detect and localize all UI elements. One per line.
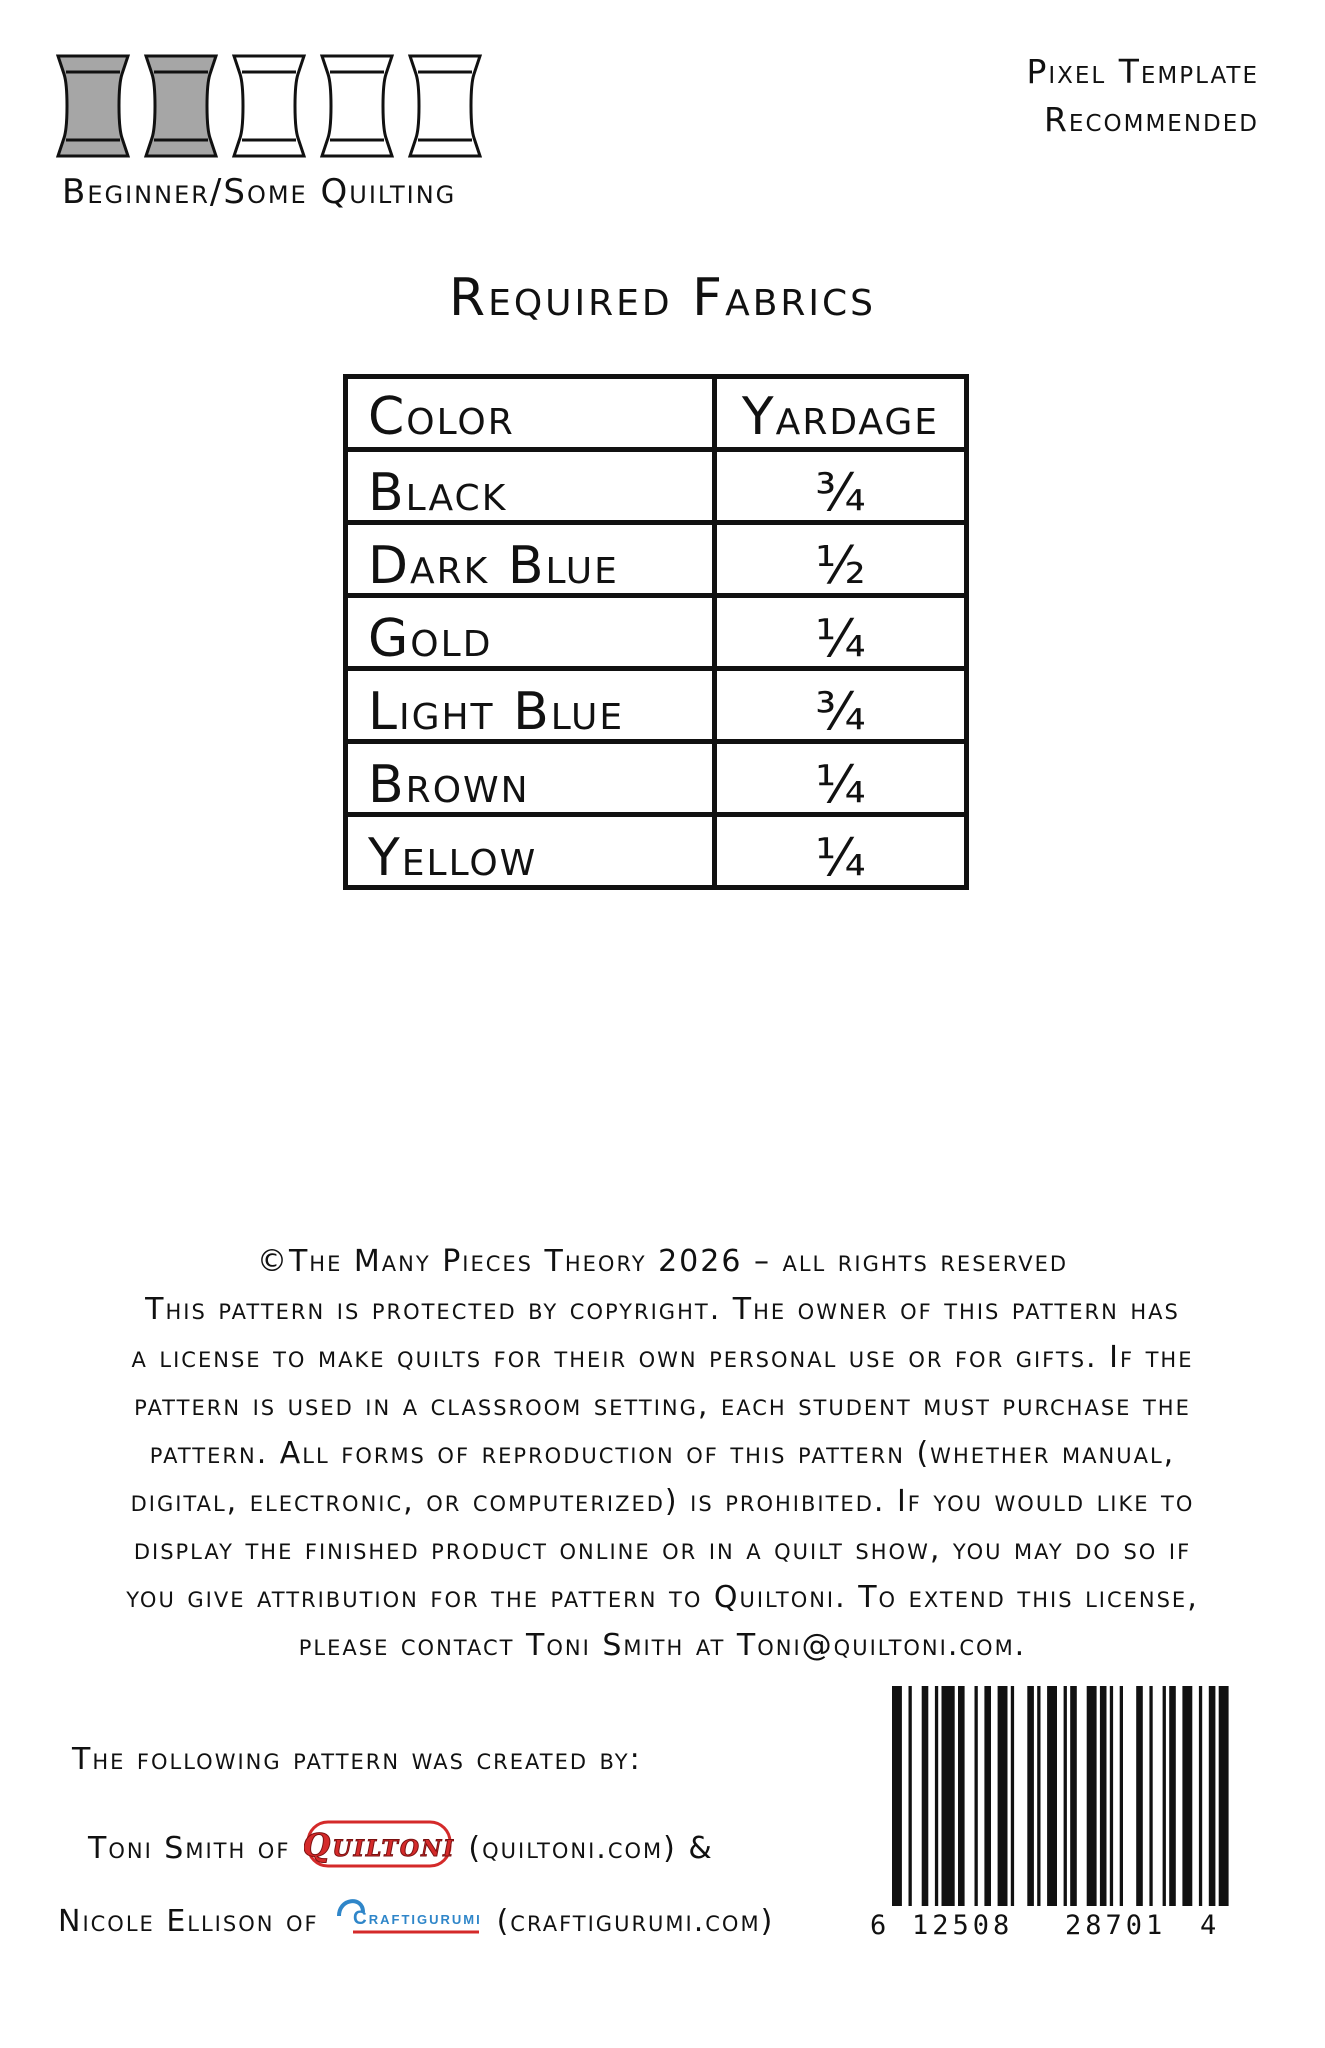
copyright-line: pattern is used in a classroom setting, each student must purchase the: [134, 1388, 1191, 1423]
fabrics-title: Required Fabrics: [448, 268, 877, 328]
quiltoni-logo-text: Quiltoni: [304, 1826, 455, 1864]
spool-icon: [52, 52, 134, 160]
credit-site: (craftigurumi.com): [496, 1903, 775, 1939]
fabric-table-header: [348, 379, 964, 447]
fabric-color: Gold: [348, 598, 717, 666]
copyright-line: ©The Many Pieces Theory 2026 – all rights reserved: [256, 1244, 1069, 1279]
fabric-color: Dark Blue: [348, 525, 717, 593]
barcode-group-left: 12508: [912, 1910, 1014, 1941]
table-row: [348, 666, 964, 739]
table-row: [348, 447, 964, 520]
barcode-group-right: 28701: [1065, 1910, 1167, 1941]
credit-site: (quiltoni.com) &: [468, 1830, 714, 1866]
credit-name: Nicole Ellison of: [58, 1903, 319, 1939]
table-row: [348, 593, 964, 666]
credit-craftigurumi: [58, 1892, 774, 1950]
fabric-color: Black: [348, 452, 717, 520]
fabric-yardage: ¼: [815, 828, 866, 885]
spool-icon: [316, 52, 398, 160]
fabric-yardage: ¾: [815, 463, 866, 520]
header-color: Color: [348, 379, 717, 447]
difficulty-rating: [52, 52, 492, 160]
header-yardage: Yardage: [741, 387, 940, 447]
table-row: [348, 812, 964, 885]
fabric-yardage: ½: [815, 536, 866, 593]
template-note-line1: Pixel Template: [1026, 52, 1259, 91]
fabric-color: Brown: [348, 744, 717, 812]
fabric-color: Yellow: [348, 817, 717, 885]
copyright-line: This pattern is protected by copyright. The owner of this pattern has: [145, 1292, 1180, 1327]
fabric-yardage: ¾: [815, 682, 866, 739]
copyright-line: display the finished product online or in a quilt show, you may do so if: [133, 1532, 1192, 1567]
copyright-notice: [30, 1238, 1295, 1670]
craftigurumi-logo-text: Craftigurumi: [352, 1908, 482, 1929]
spool-icon: [228, 52, 310, 160]
copyright-line: a license to make quilts for their own personal use or for gifts. If the: [131, 1340, 1194, 1375]
spool-icon: [140, 52, 222, 160]
fabric-table: [343, 374, 969, 890]
table-row: [348, 520, 964, 593]
table-row: [348, 739, 964, 812]
copyright-line: you give attribution for the pattern to Quiltoni. To extend this license,: [126, 1580, 1199, 1615]
copyright-line: digital, electronic, or computerized) is prohibited. If you would like to: [130, 1484, 1195, 1519]
credit-name: Toni Smith of: [88, 1830, 291, 1866]
template-note-line2: Recommended: [1043, 100, 1259, 139]
quiltoni-logo: [304, 1814, 454, 1882]
craftigurumi-logo: [333, 1892, 483, 1950]
credits-heading: The following pattern was created by:: [72, 1742, 642, 1777]
barcode-digit-last: 4: [1200, 1910, 1221, 1941]
difficulty-label: Beginner/Some Quilting: [62, 172, 457, 212]
fabric-yardage: ¼: [815, 755, 866, 812]
barcode: [888, 1686, 1232, 1924]
fabric-color: Light Blue: [348, 671, 717, 739]
template-note: [1026, 48, 1259, 144]
spool-icon: [404, 52, 486, 160]
copyright-line: pattern. All forms of reproduction of this pattern (whether manual,: [149, 1436, 1176, 1471]
barcode-digit-first: 6: [870, 1910, 891, 1941]
fabric-yardage: ¼: [815, 609, 866, 666]
copyright-line: please contact Toni Smith at Toni@quiltoni.com.: [298, 1628, 1027, 1663]
credit-quiltoni: [88, 1814, 714, 1882]
